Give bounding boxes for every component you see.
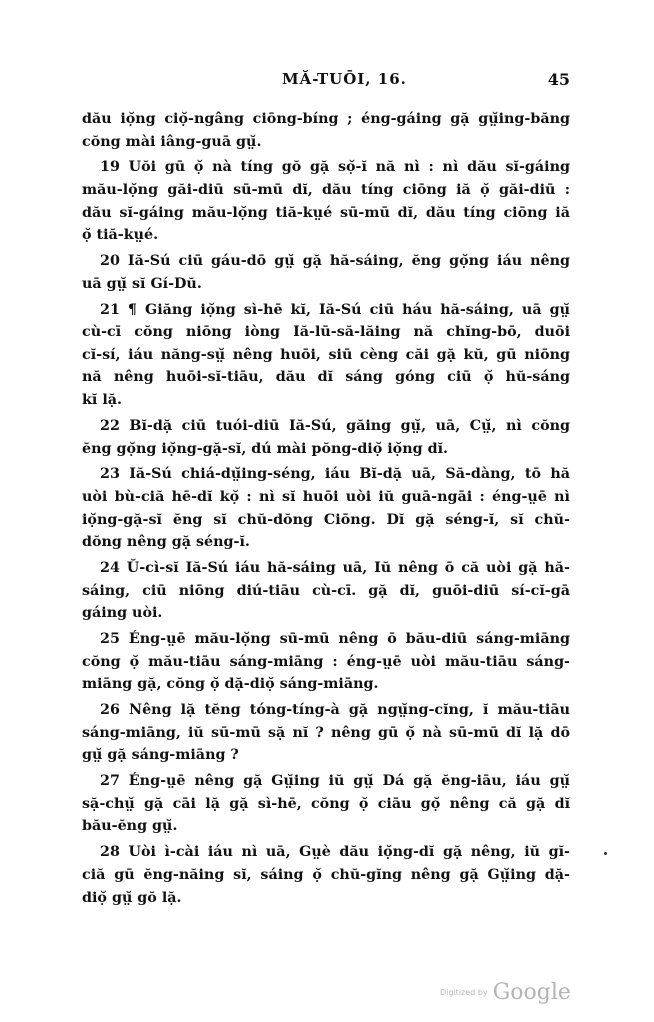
text-line: 19 Uŏi gū ọ̆ nà tíng gŏ gặ sọ̆-ĭ nă nì : nì dău sĭ-gáing [100, 159, 570, 176]
page-header [82, 70, 570, 92]
text-line: 20 Iă-Sú ciū gáu-dō gṳ̆ gặ hă-sáing, ĕng gọ̆ng iáu nêng [100, 253, 570, 270]
text-line: cŏng mài iâng-guā gṳ̆. [82, 133, 262, 150]
body-text [82, 108, 570, 909]
text-line: gṳ̆ gặ sáng-miāng ? [82, 747, 239, 764]
text-line: 28 Uòi ì-cài iáu nì uā, Gṳè dău iọ̆ng-dĭ gặ nêng, iŭ gĭ- [100, 844, 570, 861]
text-line: cù-cī cŏng niōng iòng Iă-lū-să-lăing nă chĭng-bō, duōi [82, 324, 570, 341]
text-line: 27 Éng-ṳē nêng gặ Gṳ̆ing iŭ gṳ̆ Dá gặ ĕng-iāu, iáu gṳ̆ [100, 773, 570, 790]
digitized-watermark [440, 980, 571, 1005]
text-line: sáng-miāng, iŭ sū-mū sặ nĭ ? nêng gū ọ̆ nà sū-mū dĭ lặ dō [82, 724, 570, 741]
text-line: 21 ¶ Giăng iọ̆ng sì-hē kĭ, Iă-Sú ciū háu hă-sáing, uā gṳ̆ [100, 301, 570, 318]
text-line: cĭ-sí, iáu năng-sṳ̆ nêng huōi, siū cèng căi gặ kŭ, gū niōng [82, 346, 570, 363]
text-line: ọ̆ tiă-kṳé. [82, 227, 159, 244]
text-line: dău sĭ-gáing mău-lọ̆ng tiă-kṳé sū-mū dĭ, dău tíng ciōng iă [82, 204, 570, 221]
text-line: ciă gū ĕng-năing sĭ, sáing ọ̆ chŭ-gĭng nêng gặ Gṳ̆ing dặ- [82, 866, 570, 883]
text-line: mău-lọ̆ng găi-diū sū-mū dĭ, dău tíng ciōng iă ọ̆ găi-diū : [82, 182, 570, 199]
text-line: bău-ĕng gṳ̆. [82, 818, 178, 835]
text-line: gáing uòi. [82, 605, 163, 622]
text-line: uā gṳ̆ sĭ Gí-Dŭ. [82, 275, 202, 292]
text-line: ĕng gọ̆ng iọ̆ng-gặ-sĭ, dú mài pŏng-diọ̆ iọ̆ng dĭ. [82, 440, 448, 457]
running-title: MĂ-TUŌI, 16. [282, 70, 407, 88]
text-line: sặ-chṳ̆ gặ cāi lặ gặ sì-hē, cŏng ọ̆ ciāu gọ̆ nêng că gặ dĭ [82, 795, 570, 812]
text-line: 24 Ŭ-cì-sĭ Iă-Sú iáu hă-sáing uā, Iŭ nêng ō că uòi gặ hă- [100, 560, 570, 577]
page-number: 45 [547, 70, 570, 89]
text-line: kĭ lặ. [82, 392, 122, 409]
text-line: iọ̆ng-gặ-sĭ ĕng sĭ chŭ-dŏng Ciōng. Dĭ gặ séng-ĭ, sĭ chŭ- [82, 511, 570, 528]
text-line: cŏng ọ̆ mău-tiāu sáng-miāng : éng-ṳē uòi mău-tiāu sáng- [82, 653, 570, 670]
text-line: dŏng nêng gặ séng-ĭ. [82, 534, 250, 551]
text-line: 25 Éng-ṳē mău-lọ̆ng sū-mū nêng ō bău-diū sáng-miāng [100, 631, 570, 648]
text-line: 23 Iă-Sú chiá-dṳ̆ing-séng, iáu Bĭ-dặ uā, Să-dàng, tō hă [100, 466, 570, 483]
text-line: uòi bù-ciă hē-dĭ kọ̆ : nì sĭ huōi uòi iŭ guā-ngāi : éng-ṳē nì [82, 488, 570, 505]
print-speck [604, 852, 607, 855]
text-line: diọ̆ gṳ̆ gŏ lặ. [82, 889, 182, 906]
digitized-by-text: Digitized by [440, 988, 488, 997]
text-line: miāng gặ, cŏng ọ̆ dặ-diọ̆ sáng-miāng. [82, 676, 379, 693]
google-logo-text: Google [492, 980, 571, 1005]
text-line: 26 Nêng lặ tĕng tóng-tíng-à gặ ngṳ̆ng-cĭng, ĭ mău-tiāu [100, 702, 570, 719]
text-line: nă nêng huōi-sĭ-tiāu, dău dĭ sáng góng ciū ọ̆ hŭ-sáng [82, 369, 570, 386]
text-line: sáing, ciū niōng diú-tiāu cù-cī. gặ dĭ, guōi-diū sí-cĭ-gā [82, 582, 570, 599]
text-line: 22 Bĭ-dặ ciū tuói-diū Iă-Sú, găing gṳ̆, uā, Cṳ̆, nì cŏng [100, 417, 570, 434]
text-line: dău iọ̆ng ciọ̆-ngâng ciōng-bíng ; éng-gáing gặ gṳ̆ing-băng [82, 111, 570, 127]
